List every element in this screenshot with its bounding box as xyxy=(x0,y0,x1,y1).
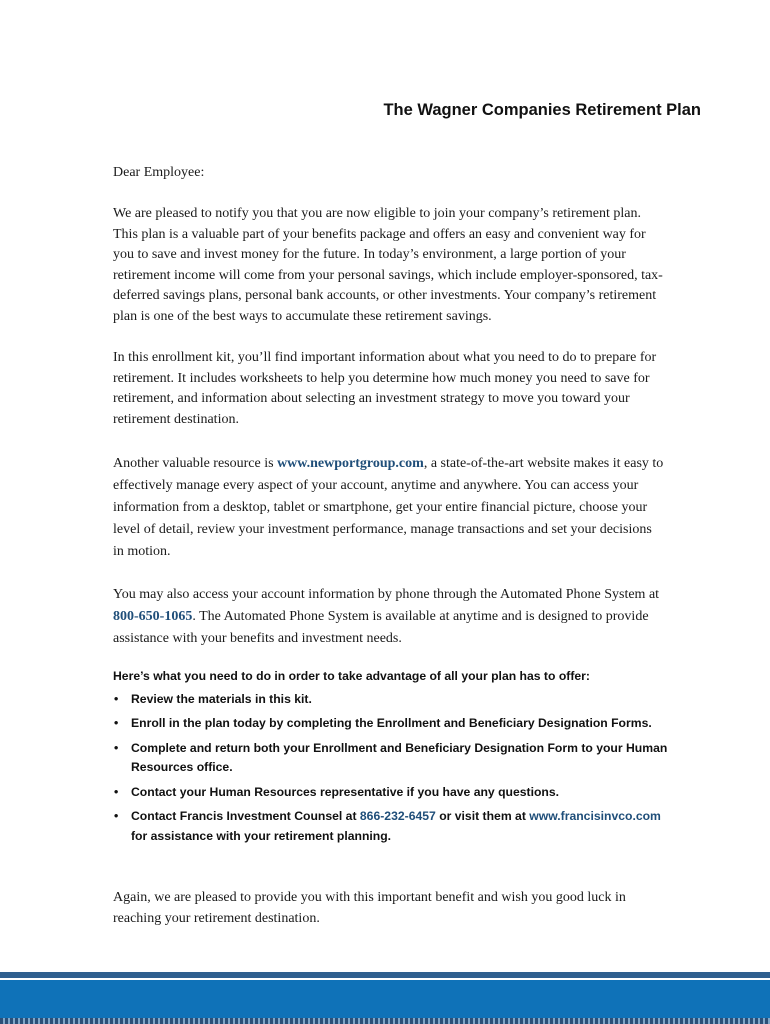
action-item-text-middle: or visit them at xyxy=(435,809,530,823)
action-item-text: Review the materials in this kit. xyxy=(131,691,312,706)
page-title: The Wagner Companies Retirement Plan xyxy=(383,101,701,119)
action-item-enroll xyxy=(113,714,673,734)
bullet-icon: • xyxy=(114,740,119,755)
bullet-icon: • xyxy=(114,809,119,823)
bullet-icon: • xyxy=(114,784,119,799)
action-item-review xyxy=(113,690,673,710)
francis-phone-number[interactable]: 866-232-6457 xyxy=(359,809,436,823)
paragraph-website-text-after: , a state-of-the-art website makes it easy to effectively manage every aspect of your account, anytime and anywhere. You can access your information from a desktop, tablet or smartphone, get your entire financial picture, choose your level of detail, review your investment performance, manage transactions and set your decisions in motion. xyxy=(113,456,664,559)
francisinvco-link[interactable]: www.francisinvco.com xyxy=(529,809,661,823)
automated-phone-number[interactable]: 800-650-1065 xyxy=(113,609,193,624)
action-item-return-forms xyxy=(113,739,673,778)
paragraph-website xyxy=(113,453,665,563)
action-list-section xyxy=(113,667,673,851)
closing-paragraph: Again, we are pleased to provide you with this important benefit and wish you good luck in reaching your retirement destination. xyxy=(113,890,626,926)
action-item-contact-francis xyxy=(113,807,673,846)
footer-main-bar xyxy=(0,980,770,1018)
action-list xyxy=(113,690,673,847)
bullet-icon: • xyxy=(114,716,119,730)
newportgroup-link[interactable]: www.newportgroup.com xyxy=(277,456,424,471)
action-item-text: Enroll in the plan today by completing the Enrollment and Beneficiary Designation Forms. xyxy=(131,716,652,730)
paragraph-eligibility: We are pleased to notify you that you are now eligible to join your company’s retirement plan. This plan is a valuable part of your benefits package and offers an easy and convenient way for you to save and invest money for the future. In today’s environment, a large portion of your retirement income will come from your personal savings, which include employer-sponsored, tax-deferred savings plans, personal bank accounts, or other investments. Your company’s retirement plan is one of the best ways to accumulate these retirement savings. xyxy=(113,206,663,324)
paragraph-phone-text-after: . The Automated Phone System is available at anytime and is designed to provide assistance with your benefits and investment needs. xyxy=(113,609,649,646)
action-item-contact-hr xyxy=(113,783,673,803)
paragraph-phone xyxy=(113,584,665,650)
footer-band xyxy=(0,972,770,1024)
salutation: Dear Employee: xyxy=(113,165,205,180)
footer-top-line xyxy=(0,972,770,978)
bullet-icon: • xyxy=(114,691,119,706)
action-item-text-after: for assistance with your retirement planning. xyxy=(131,828,392,843)
paragraph-enrollment-kit: In this enrollment kit, you’ll find important information about what you need to do to prepare for retirement. It includes worksheets to help you determine how much money you need to save for retirement, and information about selecting an investment strategy to move you toward your retirement destination. xyxy=(113,350,657,427)
action-list-heading: Here’s what you need to do in order to take advantage of all your plan has to offer: xyxy=(113,669,590,683)
paragraph-website-text-before: Another valuable resource is xyxy=(113,456,278,471)
action-item-text: Contact your Human Resources representative if you have any questions. xyxy=(131,784,560,799)
action-item-text-before: Contact Francis Investment Counsel at xyxy=(131,809,360,823)
footer-bottom-stripe xyxy=(0,1018,770,1024)
action-item-text: Complete and return both your Enrollment and Beneficiary Designation Form to your Human Resources office. xyxy=(131,740,668,774)
paragraph-phone-text-before: You may also access your account information by phone through the Automated Phone System at xyxy=(113,587,660,602)
